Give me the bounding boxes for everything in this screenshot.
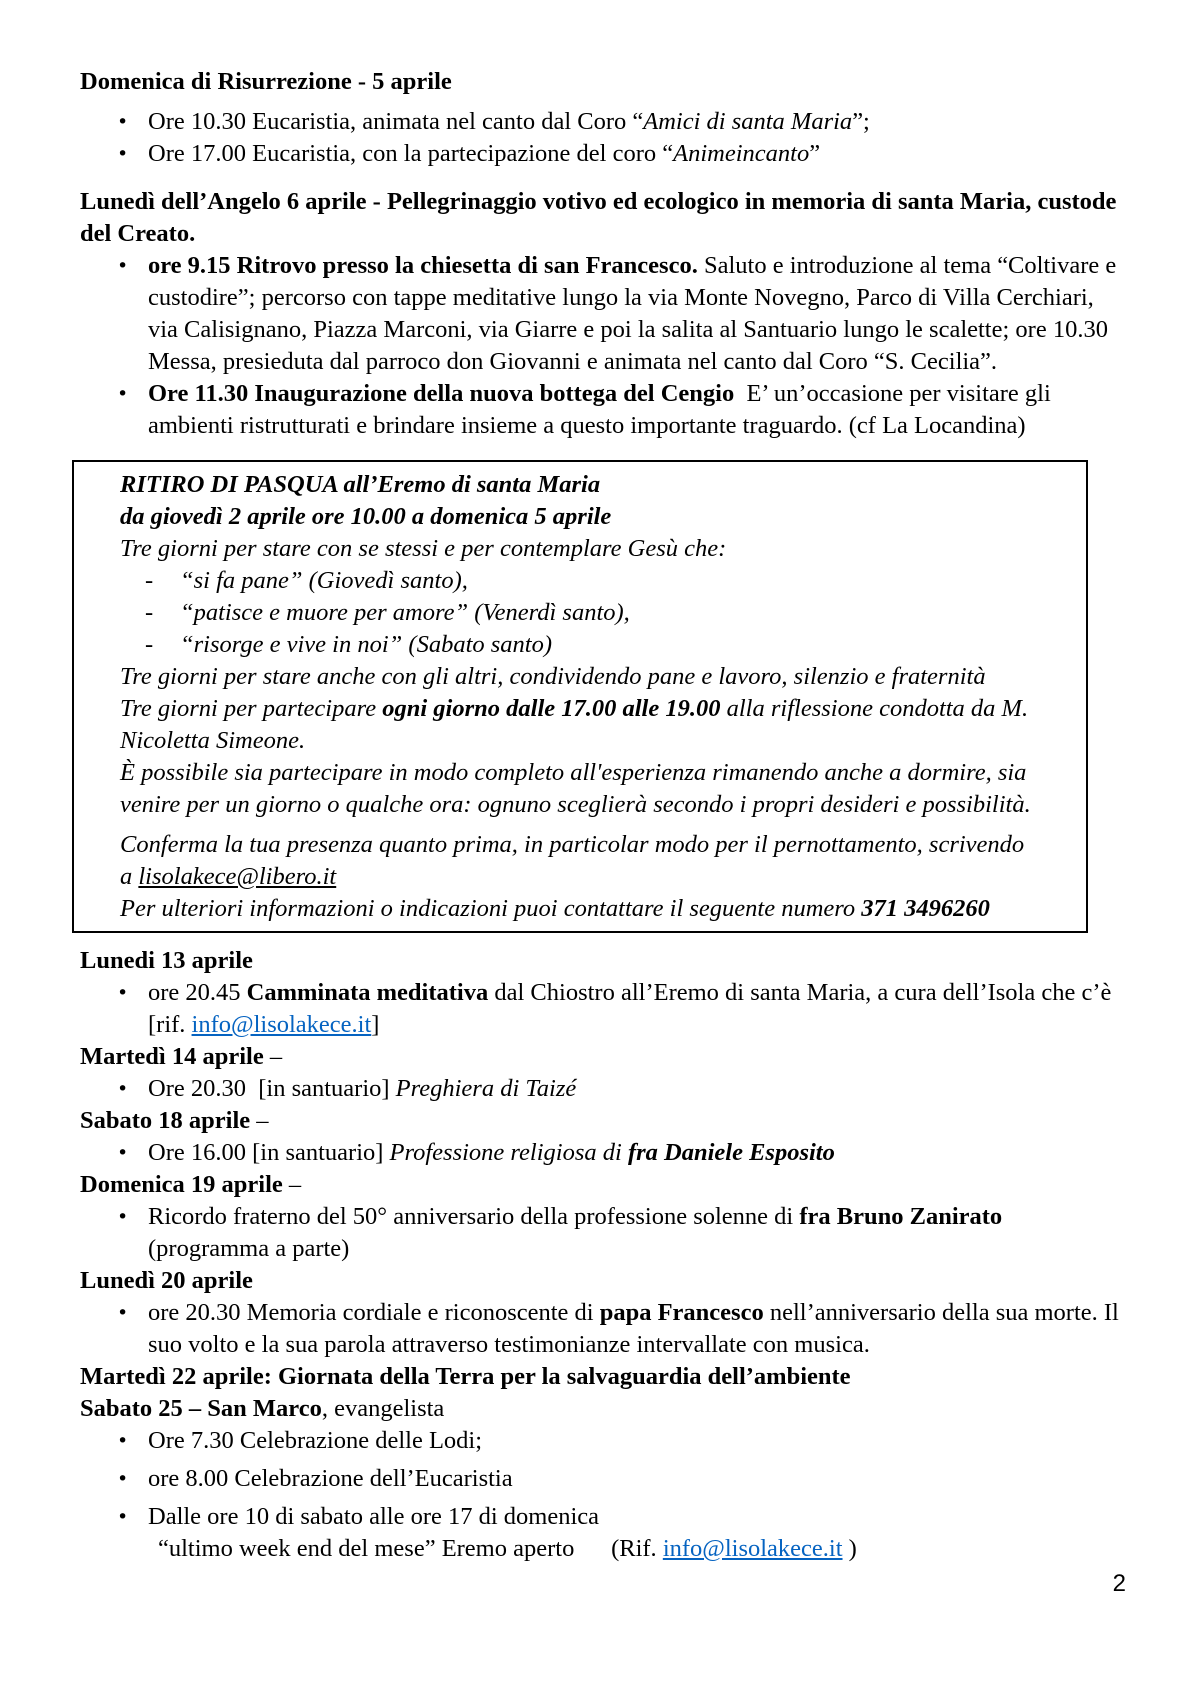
dash-list-item [120, 629, 1078, 661]
text-run: Ore 16.00 [in santuario] [148, 1139, 390, 1166]
list-item [117, 1201, 1128, 1265]
text-run-bold: ogni giorno dalle 17.00 alle 19.00 [382, 695, 721, 722]
text-line: (programma a parte) [148, 1235, 350, 1262]
easter-sunday-list [117, 106, 1128, 170]
bullet-icon: • [117, 383, 129, 405]
text-line: ambienti ristrutturati e brindare insieme a questo importante traguardo. (cf La Locandina) [148, 412, 1026, 439]
text-run-bold: fra Bruno Zanirato [799, 1203, 1003, 1230]
list-item-text [148, 138, 1128, 170]
april-18-list [117, 1137, 1128, 1169]
retreat-intro: Tre giorni per stare con se stessi e per contemplare Gesù che: [120, 535, 727, 562]
text-line: venire per un giorno o qualche ora: ognuno sceglierà secondo i propri desideri e possibilità. [120, 791, 1031, 818]
list-item-text [148, 106, 1128, 138]
list-item [117, 1137, 1128, 1169]
text-run-bold: Sabato 25 – San Marco [80, 1395, 322, 1422]
text-run: a [120, 863, 139, 890]
text-run-bold-italic: fra Daniele Esposito [627, 1139, 835, 1166]
bullet-icon: • [117, 1142, 129, 1164]
text-line: Dalle ore 10 di sabato alle ore 17 di domenica [148, 1503, 600, 1530]
bullet-icon: • [117, 1302, 129, 1324]
text-run: Ore 10.30 Eucaristia, animata nel canto dal Coro “ [148, 108, 644, 135]
text-run: [rif. [148, 1011, 192, 1038]
text-run: E’ un’occasione per visitare gli [734, 380, 1051, 407]
list-item-text [148, 1137, 1128, 1169]
text-run: – [250, 1107, 269, 1134]
text-run: Ricordo fraterno del 50° anniversario della professione solenne di [148, 1203, 800, 1230]
heading-april-13: Lunedi 13 aprile [80, 947, 253, 974]
text-run: nell’anniversario della sua morte. Il [763, 1299, 1119, 1326]
heading-april-14 [80, 1041, 1128, 1073]
list-item [117, 1463, 1128, 1495]
text-run-bold: Martedì 14 aprile [80, 1043, 264, 1070]
text-run-bold: Ore 11.30 Inaugurazione della nuova bottega del Cengio [148, 380, 735, 407]
text-line: ore 8.00 Celebrazione dell’Eucaristia [148, 1465, 513, 1492]
dash-list-item [120, 597, 1078, 629]
text-run: dal Chiostro all’Eremo di santa Maria, a cura dell’Isola che c’è [488, 979, 1112, 1006]
list-item-text [148, 1501, 1128, 1565]
list-item [117, 138, 1128, 170]
text-run-bold: Sabato 18 aprile [80, 1107, 251, 1134]
text-line: “si fa pane” (Giovedì santo), [180, 567, 468, 594]
text-run: – [263, 1043, 283, 1070]
heading-april-18 [80, 1105, 1128, 1137]
phone-number: 371 3496260 [861, 895, 990, 922]
text-run: – [282, 1171, 302, 1198]
list-item [117, 378, 1128, 442]
text-run: ] [371, 1011, 380, 1038]
april-13-list [117, 977, 1128, 1041]
email-link-libero[interactable]: lisolakece@libero.it [138, 863, 337, 890]
dash-icon: - [145, 599, 154, 626]
retreat-title-line1: RITIRO DI PASQUA all’Eremo di santa Maria [120, 471, 601, 498]
text-run: ore 20.45 [148, 979, 247, 1006]
angel-monday-list [117, 250, 1128, 442]
heading-april-25 [80, 1393, 1128, 1425]
list-item-text [148, 250, 1128, 378]
list-item-text [148, 1463, 1128, 1495]
list-item [117, 250, 1128, 378]
text-line: custodire”; percorso con tappe meditative lungo la via Monte Novegno, Parco di Villa Cerchiari, [148, 284, 1094, 311]
email-link-lisolakece[interactable]: info@lisolakece.it [191, 1011, 372, 1038]
april-20-list [117, 1297, 1128, 1361]
list-item-text [148, 1201, 1128, 1265]
text-run: Ore 17.00 Eucaristia, con la partecipazione del coro “ [148, 140, 674, 167]
text-line: “risorge e vive in noi” (Sabato santo) [180, 631, 553, 658]
text-run: ”; [852, 108, 870, 135]
text-run: alla riflessione condotta da M. [720, 695, 1029, 722]
text-run: ” [809, 140, 821, 167]
bullet-icon: • [117, 111, 129, 133]
heading-angel-monday-line1: Lunedì dell’Angelo 6 aprile - Pellegrinaggio votivo ed ecologico in memoria di santa Maria, custode [80, 188, 1117, 215]
text-line: “patisce e muore per amore” (Venerdì santo), [180, 599, 630, 626]
retreat-line-possible: È possibile sia partecipare in modo completo all'esperienza rimanendo anche a dormire, sia [120, 759, 1027, 786]
text-line: Messa, presieduta dal parroco don Giovanni e animata nel canto dal Coro “S. Cecilia”. [148, 348, 998, 375]
retreat-line-confirm-email [120, 861, 1078, 893]
heading-angel-monday-line2: del Creato. [80, 220, 196, 247]
text-run-bold: Camminata meditativa [246, 979, 489, 1006]
heading-april-20: Lunedì 20 aprile [80, 1267, 253, 1294]
heading-april-19 [80, 1169, 1128, 1201]
text-run-bold: ore 9.15 Ritrovo presso la chiesetta di san Francesco. [148, 252, 698, 279]
easter-retreat-box [72, 460, 1088, 933]
text-run: Ore 20.30 [in santuario] [148, 1075, 396, 1102]
bullet-icon: • [117, 1506, 129, 1528]
list-item-text [148, 1425, 1128, 1457]
bullet-icon: • [117, 1078, 129, 1100]
list-item [117, 1073, 1128, 1105]
heading-easter-sunday: Domenica di Risurrezione - 5 aprile [80, 68, 452, 95]
april-14-list [117, 1073, 1128, 1105]
list-item-text [148, 977, 1128, 1041]
text-run-italic: Preghiera di Taizé [395, 1075, 577, 1102]
text-run: Tre giorni per partecipare [120, 695, 383, 722]
text-run-italic: Professione religiosa di [389, 1139, 628, 1166]
list-item [117, 1501, 1128, 1565]
text-line: Ore 7.30 Celebrazione delle Lodi; [148, 1427, 483, 1454]
retreat-line-together: Tre giorni per stare anche con gli altri, condividendo pane e lavoro, silenzio e fraternità [120, 663, 986, 690]
dash-icon: - [145, 631, 154, 658]
list-item [117, 1425, 1128, 1457]
retreat-line-confirm: Conferma la tua presenza quanto prima, in particolar modo per il pernottamento, scrivendo [120, 831, 1025, 858]
text-line: suo volto e la sua parola attraverso testimonianze intervallate con musica. [148, 1331, 870, 1358]
bullet-icon: • [117, 143, 129, 165]
heading-april-22: Martedì 22 aprile: Giornata della Terra per la salvaguardia dell’ambiente [80, 1363, 851, 1390]
text-line: Nicoletta Simeone. [120, 727, 306, 754]
text-run: , evangelista [321, 1395, 445, 1422]
april-25-list [117, 1425, 1128, 1565]
retreat-title-line2: da giovedì 2 aprile ore 10.00 a domenica 5 aprile [120, 503, 612, 530]
text-run-bold: papa Francesco [599, 1299, 764, 1326]
text-line: via Calisignano, Piazza Marconi, via Giarre e poi la salita al Santuario lungo le scalette; ore 10.30 [148, 316, 1108, 343]
text-run: ) [842, 1535, 857, 1562]
text-run: Per ulteriori informazioni o indicazioni puoi contattare il seguente numero [120, 895, 862, 922]
bullet-icon: • [117, 1430, 129, 1452]
bullet-icon: • [117, 1206, 129, 1228]
retreat-line-info [120, 893, 1078, 925]
retreat-line-participate [120, 693, 1078, 725]
text-run: “ultimo week end del mese” Eremo aperto (Rif. [158, 1535, 663, 1562]
april-19-list [117, 1201, 1128, 1265]
text-run-bold: Domenica 19 aprile [80, 1171, 283, 1198]
bullet-icon: • [117, 255, 129, 277]
list-item-text [148, 1297, 1128, 1361]
email-link-lisolakece[interactable]: info@lisolakece.it [662, 1535, 843, 1562]
list-item [117, 106, 1128, 138]
list-item-text [148, 378, 1128, 442]
text-run: Saluto e introduzione al tema “Coltivare e [697, 252, 1117, 279]
list-item-text [148, 1073, 1128, 1105]
list-item [117, 1297, 1128, 1361]
page-number: 2 [1112, 1570, 1126, 1597]
list-item [117, 977, 1128, 1041]
text-run-italic: Animeincanto [673, 140, 810, 167]
bullet-icon: • [117, 1468, 129, 1490]
dash-icon: - [145, 567, 154, 594]
dash-list-item [120, 565, 1078, 597]
text-run: ore 20.30 Memoria cordiale e riconoscente di [148, 1299, 600, 1326]
text-run-italic: Amici di santa Maria [643, 108, 853, 135]
bullet-icon: • [117, 982, 129, 1004]
